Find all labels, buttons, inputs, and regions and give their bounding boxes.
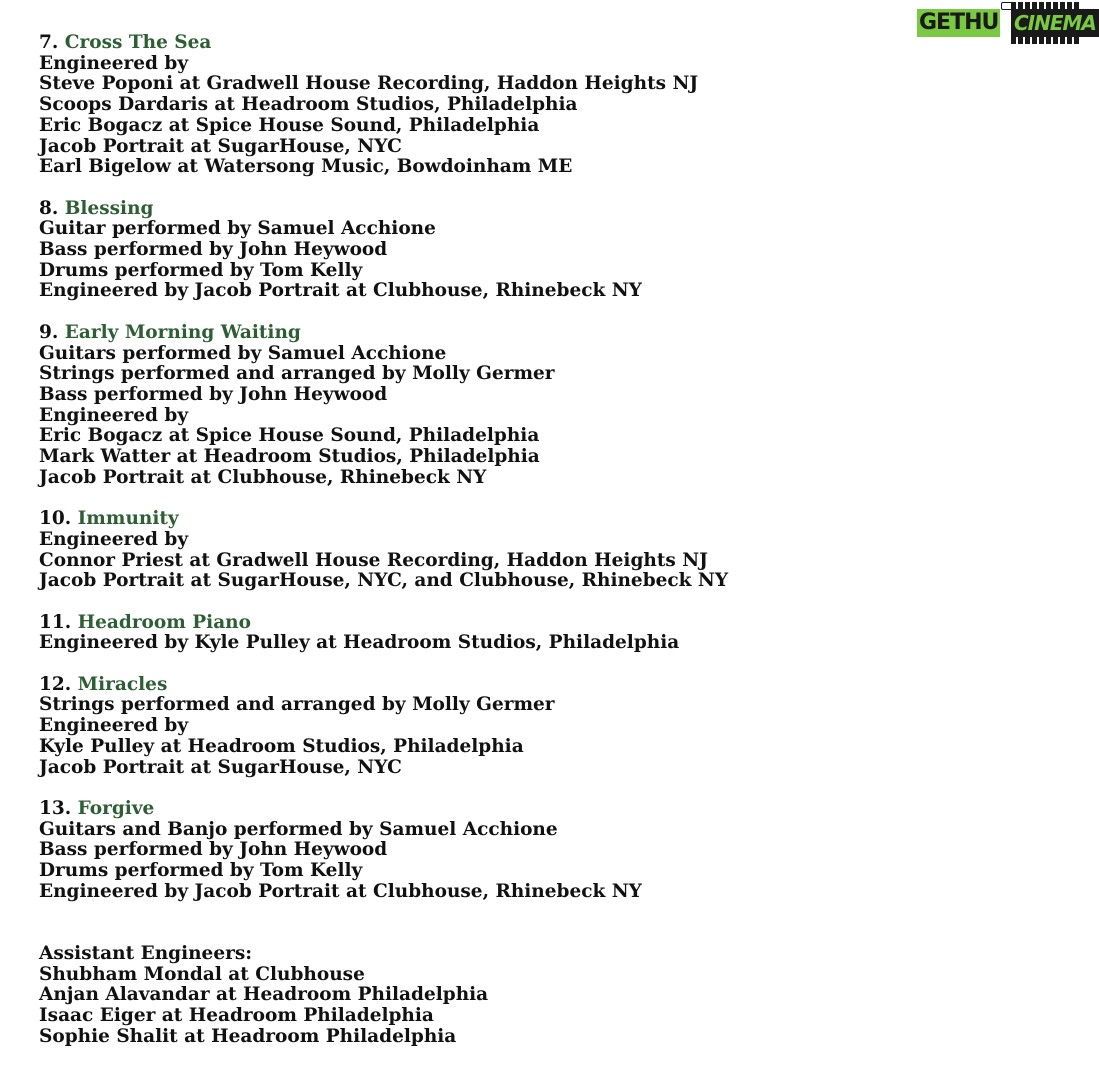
credit-line: Engineered by [39, 52, 189, 74]
assistant-engineer: Anjan Alavandar at Headroom Philadelphia [39, 984, 489, 1006]
credit-line: Steve Poponi at Gradwell House Recording, Haddon Heights NJ [39, 73, 699, 95]
track-heading [39, 33, 1039, 54]
track-number: 12. [39, 673, 72, 695]
track-title: Cross The Sea [64, 32, 212, 53]
credit-line: Jacob Portrait at SugarHouse, NYC, and Clubhouse, Rhinebeck NY [39, 570, 729, 592]
track-heading [39, 613, 1039, 634]
assistant-engineer: Sophie Shalit at Headroom Philadelphia [39, 1025, 457, 1047]
credit-line: Strings performed and arranged by Molly Germer [39, 363, 555, 385]
credit-line: Earl Bigelow at Watersong Music, Bowdoinham ME [39, 156, 573, 178]
track-credit [39, 33, 1039, 178]
track-number: 8. [39, 197, 59, 219]
track-credit [39, 799, 1039, 903]
track-title: Immunity [77, 508, 179, 530]
credit-line: Jacob Portrait at Clubhouse, Rhinebeck NY [39, 466, 487, 488]
track-heading [39, 199, 1039, 220]
assistant-engineer: Isaac Eiger at Headroom Philadelphia [39, 1004, 434, 1026]
assistant-engineers-heading: Assistant Engineers: [39, 942, 253, 964]
track-title: Early Morning Waiting [64, 321, 301, 343]
credit-line: Guitars performed by Samuel Acchione [39, 342, 447, 364]
credit-line: Bass performed by John Heywood [39, 239, 388, 261]
credit-line: Mark Watter at Headroom Studios, Philadelphia [39, 446, 540, 468]
credit-line: Eric Bogacz at Spice House Sound, Philadelphia [39, 425, 540, 447]
credit-line: Jacob Portrait at SugarHouse, NYC [39, 135, 402, 157]
track-number: 11. [39, 611, 72, 633]
track-heading [39, 509, 1039, 530]
credit-line: Engineered by [39, 528, 189, 550]
track-credit [39, 509, 1039, 592]
logo-text-gethu: GETHU [919, 10, 999, 35]
track-credit [39, 323, 1039, 489]
credit-line: Guitar performed by Samuel Acchione [39, 218, 436, 240]
credit-line: Engineered by Jacob Portrait at Clubhouse, Rhinebeck NY [39, 880, 642, 902]
track-heading [39, 323, 1039, 344]
credit-line: Engineered by Jacob Portrait at Clubhouse, Rhinebeck NY [39, 280, 642, 302]
track-title: Miracles [77, 673, 168, 695]
credit-line: Drums performed by Tom Kelly [39, 259, 363, 281]
film-strip-top [1011, 2, 1079, 9]
track-list [39, 33, 1039, 902]
track-heading [39, 675, 1039, 696]
track-credit [39, 613, 1039, 654]
track-title: Forgive [77, 797, 155, 819]
assistant-engineer: Shubham Mondal at Clubhouse [39, 963, 365, 985]
track-credit [39, 199, 1039, 303]
credit-line: Scoops Dardaris at Headroom Studios, Philadelphia [39, 94, 578, 116]
track-number: 7. [39, 32, 59, 53]
credit-line: Guitars and Banjo performed by Samuel Acchione [39, 818, 558, 840]
credit-line: Jacob Portrait at SugarHouse, NYC [39, 756, 402, 778]
credit-line: Eric Bogacz at Spice House Sound, Philadelphia [39, 114, 540, 136]
track-credit [39, 675, 1039, 779]
assistant-engineers-section [39, 944, 1039, 1048]
credit-line: Bass performed by John Heywood [39, 383, 388, 405]
credit-line: Kyle Pulley at Headroom Studios, Philadelphia [39, 735, 524, 757]
credit-line: Strings performed and arranged by Molly Germer [39, 694, 555, 716]
track-heading [39, 799, 1039, 820]
credit-line: Connor Priest at Gradwell House Recording, Haddon Heights NJ [39, 549, 708, 571]
credit-line: Drums performed by Tom Kelly [39, 860, 363, 882]
credit-line: Engineered by [39, 404, 189, 426]
track-number: 10. [39, 508, 72, 530]
credit-line: Engineered by Kyle Pulley at Headroom Studios, Philadelphia [39, 632, 680, 654]
credit-line: Engineered by [39, 715, 189, 737]
album-credits [39, 33, 1039, 1047]
track-title: Blessing [64, 197, 154, 219]
credit-line: Bass performed by John Heywood [39, 839, 388, 861]
track-title: Headroom Piano [77, 611, 251, 633]
track-number: 13. [39, 797, 72, 819]
track-number: 9. [39, 321, 59, 343]
logo-text-cinema: CINEMA [1011, 9, 1099, 37]
